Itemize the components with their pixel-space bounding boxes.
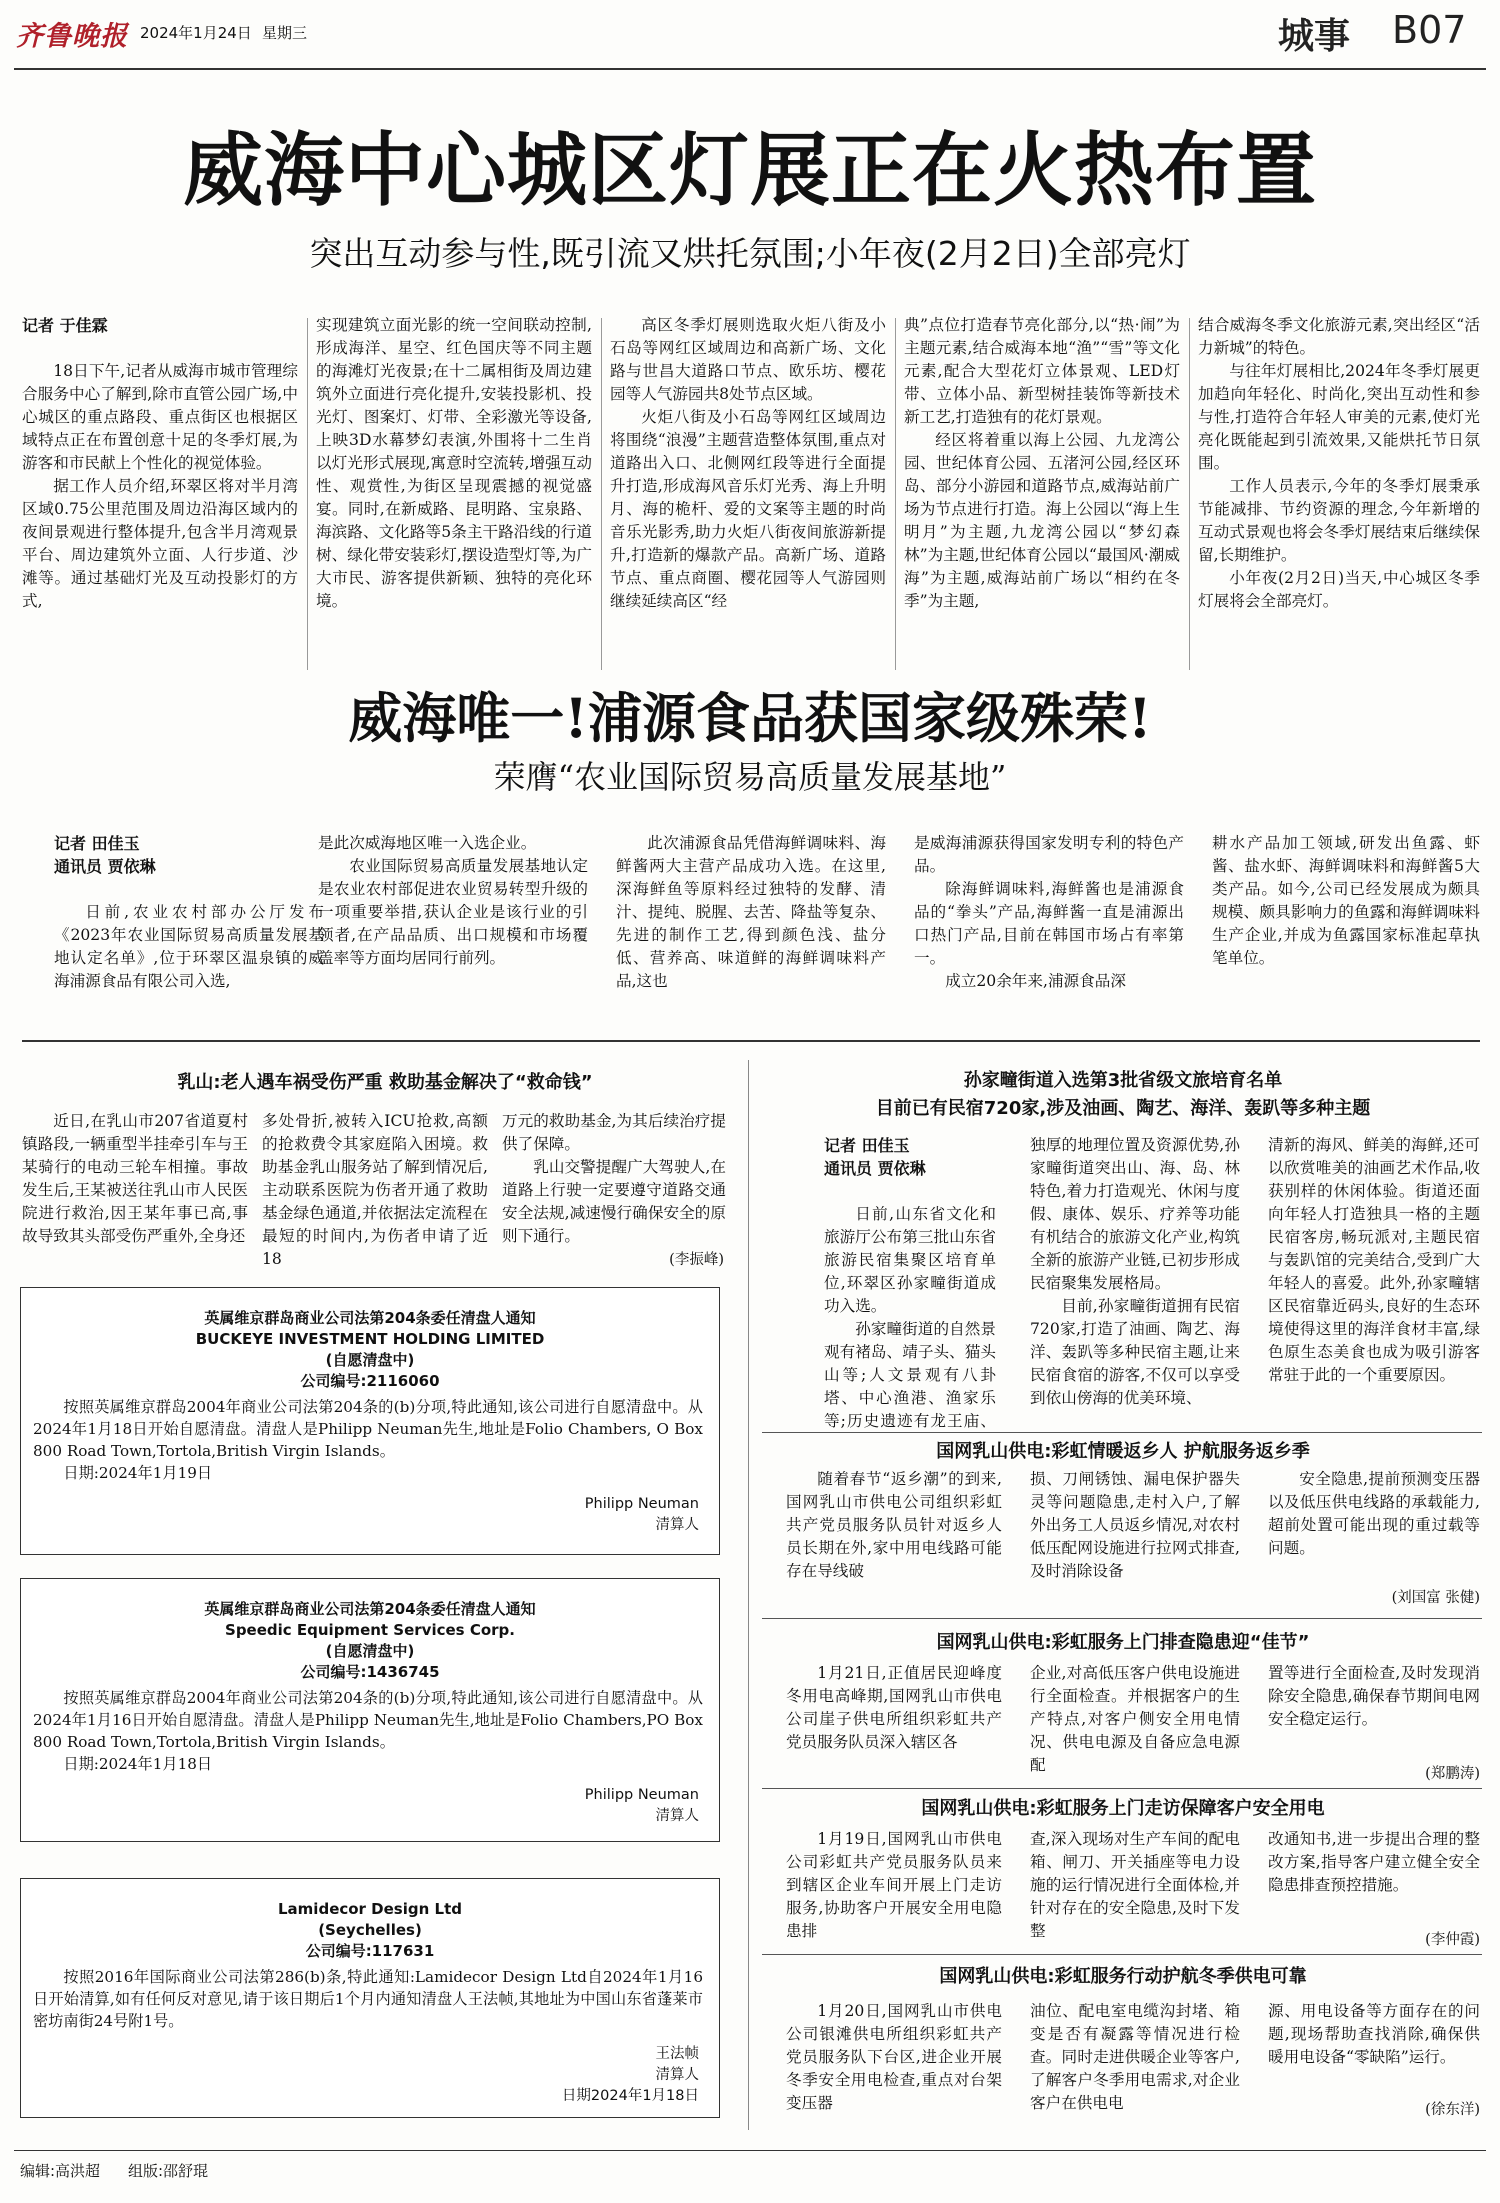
paragraph: 按照英属维京群岛2004年商业公司法第204条的(b)分项,特此通知,该公司进行自愿清盘中。从2024年1月18日开始自愿清盘。清盘人是Philipp Neuman先生,地址是Folio Chambers, O Box 800 Road Town,Tortola,British Virgin Islands。 [33, 1398, 703, 1460]
issue-date: 2024年1月24日 [140, 24, 252, 42]
paragraph: 工作人员表示,今年的冬季灯展秉承节能减排、节约资源的理念,今年新增的互动式景观也将会冬季灯展结束后继续保留,长期维护。 [1198, 477, 1480, 564]
sunjia-byline-correspondent: 通讯员 贾依琳 [824, 1159, 926, 1178]
notice-role: 清算人 [655, 1517, 699, 1533]
issue-weekday: 星期三 [262, 24, 308, 42]
column-divider [1189, 318, 1190, 670]
lead-byline: 记者 于佳霖 [22, 316, 108, 335]
second-byline-reporter: 记者 田佳玉 [54, 834, 140, 853]
lead-column-3 [610, 314, 886, 674]
section-rule [762, 1618, 1482, 1619]
notice-box-1 [20, 1287, 720, 1555]
section-rule [762, 1432, 1482, 1433]
paragraph: 实现建筑立面光影的统一空间联动控制,形成海洋、星空、红色国庆等不同主题的海滩灯光夜景;在十二属相街及周边建筑外立面进行亮化提升,安装投影机、投光灯、图案灯、灯带、全彩激光等设备,上映3D水幕梦幻表演,外围将十二生肖以灯光形式展现,寓意时空流转,增强互动性、观赏性,为街区呈现震撼的视觉盛宴。同时,在新威路、昆明路、宝泉路、海滨路、文化路等5条主干路沿线的行道树、绿化带安装彩灯,摆设造型灯等,为广大市民、游客提供新颖、独特的亮化环境。 [316, 316, 592, 610]
paragraph: 改通知书,进一步提出合理的整改方案,指导客户建立健全安全隐患排查预控措施。 [1268, 1830, 1480, 1894]
sunjia-subtitle: 目前已有民宿720家,涉及油画、陶艺、海洋、轰趴等多种主题 [875, 1098, 1371, 1119]
column-divider [601, 318, 602, 670]
page-column-divider [748, 1060, 749, 2130]
paragraph: 结合威海冬季文化旅游元素,突出经区“活力新城”的特色。 [1198, 316, 1480, 357]
paragraph: 与往年灯展相比,2024年冬季灯展更加趋向年轻化、时尚化,突出互动性和参与性,打造符合年轻人审美的元素,使灯光亮化既能起到引流效果,又能烘托节日氛围。 [1198, 362, 1480, 472]
rushan-credit: (李振峰) [669, 1252, 724, 1268]
paragraph: 1月19日,国网乳山市供电公司彩虹共产党员服务队员来到辖区企业车间开展上门走访服务,协助客户开展安全用电隐患排 [786, 1830, 1002, 1940]
paragraph: 置等进行全面检查,及时发现消除安全隐患,确保春节期间电网安全稳定运行。 [1268, 1664, 1480, 1728]
paragraph: 小年夜(2月2日)当天,中心城区冬季灯展将会全部亮灯。 [1198, 569, 1480, 610]
notice-signatory: Philipp Neuman [584, 1496, 699, 1512]
paragraph: 按照英属维京群岛2004年商业公司法第204条的(b)分项,特此通知,该公司进行自愿清盘中。从2024年1月16日开始自愿清盘。清盘人是Philipp Neuman先生,地址是Folio Chambers,PO Box 800 Road Town,Tortola,British Virgin Islands。 [33, 1689, 703, 1751]
paragraph: 此次浦源食品凭借海鲜调味料、海鲜酱两大主营产品成功入选。在这里,深海鲜鱼等原料经过独特的发酵、清汁、提纯、脱腥、去苦、降盐等复杂、先进的制作工艺,得到颜色浅、盐分低、营养高、味道鲜的海鲜调味料产品,这也 [616, 834, 886, 990]
second-headline: 威海唯一!浦源食品获国家级殊荣! [348, 686, 1152, 750]
grid-brief-1-column-3 [1268, 1468, 1480, 1583]
header-rule [14, 68, 1486, 70]
sunjia-column-3 [1268, 1134, 1480, 1430]
lead-column-2 [316, 314, 592, 674]
paragraph: 1月20日,国网乳山市供电公司银滩供电所组织彩虹共产党员服务队下台区,进企业开展冬季安全用电检查,重点对台架变压器 [786, 2002, 1002, 2112]
grid-brief-4-column-2 [1030, 2000, 1240, 2118]
grid-brief-2-column-3 [1268, 1662, 1480, 1758]
paragraph: 耕水产品加工领域,研发出鱼露、虾酱、盐水虾、海鲜调味料和海鲜酱5大类产品。如今,公司已经发展成为颇具规模、颇具影响力的鱼露和海鲜调味料生产企业,并成为鱼露国家标准起草执笔单位。 [1212, 834, 1480, 967]
spacer [54, 878, 324, 901]
paragraph: 孙家疃街道的自然景观有褚岛、靖子头、猫头山等;人文景观有八卦塔、中心渔港、渔家乐等;历史遗迹有龙王庙、 [824, 1320, 996, 1430]
grid-brief-2-credit: (郑鹏涛) [1425, 1766, 1480, 1782]
lead-column-4 [904, 314, 1180, 674]
column-divider [307, 318, 308, 670]
grid-brief-1-credit: (刘国富 张健) [1391, 1590, 1480, 1606]
grid-brief-3-column-3 [1268, 1828, 1480, 1924]
spacer [824, 1180, 996, 1203]
notice-signatory: 王法帧 [655, 2046, 699, 2062]
paragraph: 安全隐患,提前预测变压器以及低压供电线路的承载能力,超前处置可能出现的重过载等问题。 [1268, 1470, 1480, 1557]
notice-jurisdiction: (Seychelles) [318, 1921, 422, 1939]
notice-role: 清算人 [655, 2067, 699, 2083]
paragraph: 除海鲜调味料,海鲜酱也是浦源食品的“拳头”产品,海鲜酱一直是浦源出口热门产品,目前在韩国市场占有率第一。 [914, 880, 1184, 967]
paragraph: 是此次威海地区唯一入选企业。 [318, 834, 537, 852]
footer-layout: 组版:邵舒琨 [128, 2162, 209, 2180]
rushan-brief-title: 乳山:老人遇车祸受伤严重 救助基金解决了“救命钱” [177, 1072, 593, 1093]
notice-signatory: Philipp Neuman [584, 1787, 699, 1803]
grid-brief-1-column-1 [786, 1468, 1002, 1606]
section-rule [762, 1788, 1482, 1789]
paragraph: 18日下午,记者从威海市城市管理综合服务中心了解到,除市直管公园广场,中心城区的重点路段、重点街区也根据区域特点正在布置创意十足的冬季灯展,为游客和市民献上个性化的视觉体验。 [22, 362, 298, 472]
paragraph: 源、用电设备等方面存在的问题,现场帮助查找消除,确保供暖用电设备“零缺陷”运行。 [1268, 2002, 1480, 2066]
second-byline-correspondent: 通讯员 贾依琳 [54, 857, 156, 876]
footer-rule [14, 2150, 1486, 2151]
paragraph: 按照2016年国际商业公司法第286(b)条,特此通知:Lamidecor Design Ltd自2024年1月16日开始清算,如有任何反对意见,请于该日期后1个月内通知清盘人王法帧,其地址为中国山东省蓬莱市密坊南街24号附1号。 [33, 1968, 703, 2030]
column-divider [895, 318, 896, 670]
second-column-3 [616, 832, 886, 1002]
footer-editor: 编辑:高洪超 [20, 2162, 101, 2180]
notice-date: 日期:2024年1月18日 [63, 1755, 213, 1773]
grid-brief-2-column-2 [1030, 1662, 1240, 1780]
paragraph: 据工作人员介绍,环翠区将对半月湾区域0.75公里范围及周边沿海区域内的夜间景观进行整体提升,包含半月湾观景平台、周边建筑外立面、人行步道、沙滩等。通过基础灯光及互动投影灯的方式, [22, 477, 298, 610]
grid-brief-3-credit: (李仲霞) [1425, 1932, 1480, 1948]
notice-title: 英属维京群岛商业公司法第204条委任清盘人通知 [204, 1309, 536, 1327]
notice-body [21, 1392, 719, 1484]
grid-brief-1-title: 国网乳山供电:彩虹情暖返乡人 护航服务返乡季 [936, 1441, 1310, 1462]
rushan-column-2 [262, 1110, 488, 1270]
paragraph: 火炬八街及小石岛等网红区域周边将围绕“浪漫”主题营造整体氛围,重点对道路出入口、北侧网红段等进行全面提升打造,形成海风音乐灯光秀、海上升明月、海的桅杆、爱的文案等主题的时尚音乐光影秀,助力火炬八街夜间旅游新提升,打造新的爆款产品。高新广场、道路节点、重点商圈、樱花园等人气游园则继续延续高区“经 [610, 408, 886, 610]
rushan-column-3 [502, 1110, 726, 1248]
notice-company-name: Speedic Equipment Services Corp. [225, 1621, 515, 1639]
paragraph: 典”点位打造春节亮化部分,以“热·闹”为主题元素,结合威海本地“渔”“雪”等文化元素,配合大型花灯立体景观、LED灯带、立体小品、新型树挂装饰等新技术新工艺,打造独有的花灯景观。 [904, 316, 1180, 426]
notice-date: 日期:2024年1月19日 [63, 1464, 213, 1482]
paragraph: 油位、配电室电缆沟封堵、箱变是否有凝露等情况进行检查。同时走进供暖企业等客户,了解客户冬季用电需求,对企业客户在供电电 [1030, 2002, 1240, 2112]
grid-brief-2-title: 国网乳山供电:彩虹服务上门排查隐患迎“佳节” [936, 1632, 1310, 1653]
paragraph: 成立20余年来,浦源食品深 [945, 972, 1126, 990]
rushan-column-1 [22, 1110, 248, 1270]
second-column-1 [54, 832, 324, 1002]
grid-brief-4-credit: (徐东洋) [1425, 2102, 1480, 2118]
section-rule [22, 1040, 1480, 1042]
spacer [22, 337, 298, 360]
masthead: 齐鲁晚报 [16, 21, 128, 52]
lead-column-1 [22, 314, 298, 674]
second-column-5 [1212, 832, 1480, 1002]
notice-box-3 [20, 1878, 720, 2118]
section-name: 城事 [1278, 16, 1351, 57]
paragraph: 万元的救助基金,为其后续治疗提供了保障。 [502, 1112, 726, 1153]
paragraph: 经区将着重以海上公园、九龙湾公园、世纪体育公园、五渚河公园,经区环岛、部分小游园和道路节点,威海站前广场为节点进行打造。海上公园以“海上生明月”为主题,九龙湾公园以“梦幻森林”为主题,世纪体育公园以“最国风·潮威海”为主题,威海站前广场以“相约在冬季”为主题, [904, 431, 1180, 610]
paragraph: 随着春节“返乡潮”的到来,国网乳山市供电公司组织彩虹共产党员服务队员针对返乡人员长期在外,家中用电线路可能存在导线破 [786, 1470, 1002, 1580]
paragraph: 高区冬季灯展则选取火炬八街及小石岛等网红区域周边和高新广场、文化路与世昌大道路口节点、欧乐坊、樱花园等人气游园共8处节点区域。 [610, 316, 886, 403]
grid-brief-2-column-1 [786, 1662, 1002, 1780]
grid-brief-4-column-3 [1268, 2000, 1480, 2096]
notice-status: (自愿清盘中) [325, 1351, 415, 1369]
notice-status: (自愿清盘中) [325, 1642, 415, 1660]
page-number: B07 [1392, 8, 1467, 52]
notice-body [21, 1683, 719, 1775]
section-rule [762, 1954, 1482, 1955]
lead-subheadline: 突出互动参与性,既引流又烘托氛围;小年夜(2月2日)全部亮灯 [309, 234, 1191, 273]
paragraph: 乳山交警提醒广大驾驶人,在道路上行驶一定要遵守道路交通安全法规,减速慢行确保安全的原则下通行。 [502, 1158, 726, 1245]
sunjia-column-2 [1030, 1134, 1240, 1430]
paragraph: 查,深入现场对生产车间的配电箱、闸刀、开关插座等电力设施的运行情况进行全面体检,并针对存在的安全隐患,及时下发整 [1030, 1830, 1240, 1940]
notice-company-number: 公司编号:117631 [305, 1942, 435, 1960]
notice-role: 清算人 [655, 1808, 699, 1824]
notice-body [21, 1962, 719, 2032]
grid-brief-3-title: 国网乳山供电:彩虹服务上门走访保障客户安全用电 [921, 1798, 1325, 1819]
notice-company-number: 公司编号:1436745 [300, 1663, 440, 1681]
grid-brief-3-column-1 [786, 1828, 1002, 1946]
paragraph: 独厚的地理位置及资源优势,孙家疃街道突出山、海、岛、林特色,着力打造观光、休闲与度假、康体、娱乐、疗养等功能有机结合的旅游文化产业,构筑全新的旅游产业链,已初步形成民宿聚集发展格局。 [1030, 1136, 1240, 1292]
lead-headline: 威海中心城区灯展正在火热布置 [183, 123, 1317, 217]
grid-brief-4-title: 国网乳山供电:彩虹服务行动护航冬季供电可靠 [939, 1966, 1307, 1987]
paragraph: 是威海浦源获得国家发明专利的特色产品。 [914, 834, 1184, 875]
paragraph: 多处骨折,被转入ICU抢救,高额的抢救费令其家庭陷入困境。救助基金乳山服务站了解到情况后,主动联系医院为伤者开通了救助基金绿色通道,并依据法定流程在最短的时间内,为伤者申请了近18 [262, 1112, 488, 1268]
paragraph: 目前,孙家疃街道拥有民宿720家,打造了油画、陶艺、海洋、轰趴等多种民宿主题,让来民宿食宿的游客,不仅可以享受到依山傍海的优美环境、 [1030, 1297, 1240, 1407]
second-column-2 [318, 832, 588, 1002]
notice-date: 日期2024年1月18日 [561, 2088, 699, 2104]
second-subheadline: 荣膺“农业国际贸易高质量发展基地” [493, 758, 1007, 796]
paragraph: 近日,在乳山市207省道夏村镇路段,一辆重型半挂牵引车与王某骑行的电动三轮车相撞。事故发生后,王某被送往乳山市人民医院进行救治,因王某年事已高,事故导致其头部受伤严重外,全身还 [22, 1112, 248, 1245]
notice-box-2 [20, 1578, 720, 1842]
sunjia-column-1 [824, 1134, 996, 1430]
paragraph: 1月21日,正值居民迎峰度冬用电高峰期,国网乳山市供电公司崖子供电所组织彩虹共产党员服务队员深入辖区各 [786, 1664, 1002, 1751]
second-column-4 [914, 832, 1184, 1002]
paragraph: 日前,农业农村部办公厅发布《2023年农业国际贸易高质量发展基地认定名单》,位于环翠区温泉镇的威海浦源食品有限公司入选, [54, 903, 324, 990]
notice-company-name: BUCKEYE INVESTMENT HOLDING LIMITED [195, 1330, 545, 1348]
grid-brief-3-column-2 [1030, 1828, 1240, 1946]
paragraph: 损、刀闸锈蚀、漏电保护器失灵等问题隐患,走村入户,了解外出务工人员返乡情况,对农村低压配网设施进行拉网式排查,及时消除设备 [1030, 1470, 1240, 1580]
sunjia-title: 孙家疃街道入选第3批省级文旅培育名单 [963, 1070, 1283, 1091]
grid-brief-1-column-2 [1030, 1468, 1240, 1606]
notice-company-name: Lamidecor Design Ltd [278, 1900, 462, 1918]
lead-column-5 [1198, 314, 1480, 674]
sunjia-byline-reporter: 记者 田佳玉 [824, 1136, 910, 1155]
paragraph: 日前,山东省文化和旅游厅公布第三批山东省旅游民宿集聚区培育单位,环翠区孙家疃街道成功入选。 [824, 1205, 996, 1315]
paragraph: 企业,对高低压客户供电设施进行全面检查。并根据客户的生产特点,对客户侧安全用电情况、供电电源及自备应急电源配 [1030, 1664, 1240, 1774]
grid-brief-4-column-1 [786, 2000, 1002, 2118]
paragraph: 农业国际贸易高质量发展基地认定是农业农村部促进农业贸易转型升级的一项重要举措,获认企业是该行业的引领者,在产品品质、出口规模和市场覆盖率等方面均居同行前列。 [318, 857, 588, 967]
notice-title: 英属维京群岛商业公司法第204条委任清盘人通知 [204, 1600, 536, 1618]
paragraph: 清新的海风、鲜美的海鲜,还可以欣赏唯美的油画艺术作品,收获别样的休闲体验。街道还面向年轻人打造独具一格的主题民宿客房,畅玩派对,主题民宿与轰趴馆的完美结合,受到广大年轻人的喜爱。此外,孙家疃辖区民宿靠近码头,良好的生态环境使得这里的海洋食材丰富,绿色原生态美食也成为吸引游客常驻于此的一个重要原因。 [1268, 1136, 1480, 1384]
notice-company-number: 公司编号:2116060 [300, 1372, 440, 1390]
